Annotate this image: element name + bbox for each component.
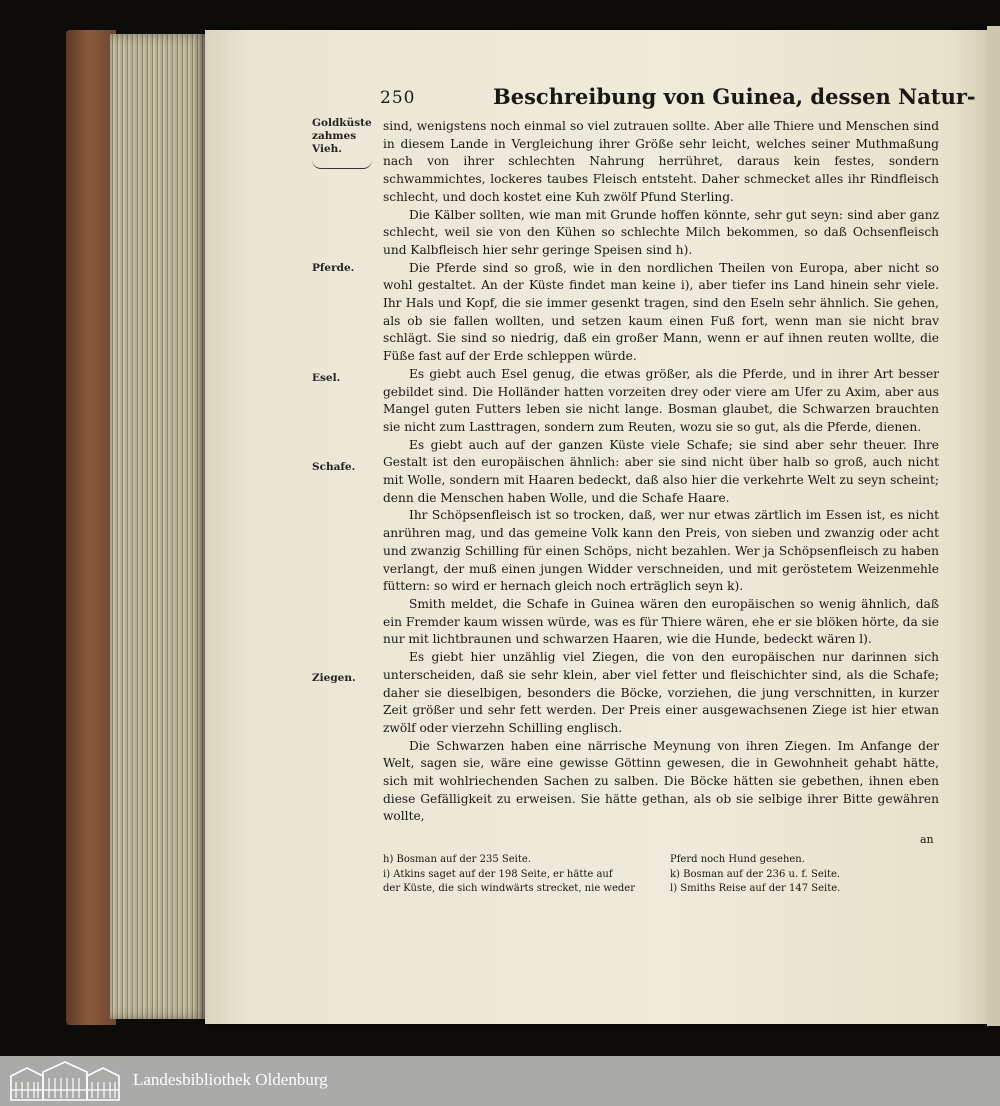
- footnote-line: h) Bosman auf der 235 Seite.: [383, 854, 531, 865]
- page-edges: [110, 34, 208, 1019]
- body-paragraph: sind, wenigstens noch einmal so viel zutrauen sollte. Aber alle Thiere und Menschen sind in diesem Lande in Vergleichung ihrer Größe sehr leicht, welches seiner Muthmaßung nach von ihrer schlechten Nahrung herrühret, daraus kein festes, sondern schwammichtes, lockeres taubes Fleisch entsteht. Daher schmecket alles ihr Rindfleisch schlecht, und doch kostet eine Kuh zwölf Pfund Sterling.: [383, 119, 939, 204]
- body-paragraph: Es giebt auch Esel genug, die etwas größer, als die Pferde, und in ihrer Art besser gebildet sind. Die Holländer hatten vorzeiten drey oder viere am Ufer zu Axim, aber aus Mangel guten Futters leben sie nicht lange. Bosman glaubet, die Schwarzen brauchten sie nicht zum Lasttragen, sondern zum Reuten, wozu sie so gut, als die Pferde, dienen.: [383, 366, 939, 434]
- footnote-line: der Küste, die sich windwärts strecket, nie weder: [383, 883, 635, 894]
- footnote-line: Pferd noch Hund gesehen.: [670, 854, 805, 865]
- footnote-line: i) Atkins saget auf der 198 Seite, er hätte auf: [383, 868, 613, 880]
- page-number: 250: [380, 88, 416, 108]
- body-paragraph: Die Pferde sind so groß, wie in den nordlichen Theilen von Europa, aber nicht so wohl gestaltet. An der Küste findet man keine i), aber tiefer ins Land hinein sehr viele. Ihr Hals und Kopf, die sie immer gesenkt tragen, sind den Eseln sehr ähnlich. Sie gehen, als ob sie fallen wollten, und setzen kaum einen Fuß fort, wenn man sie nicht brav schlägt. Sie sind so niedrig, daß ein großer Mann, wenn er auf ihnen reuten wollte, die Füße fast auf der Erde schleppen würde.: [383, 260, 939, 364]
- running-title: Beschreibung von Guinea, dessen Natur-: [493, 84, 976, 109]
- facing-page-edge: [987, 26, 1000, 1026]
- body-paragraph: Es giebt auch auf der ganzen Küste viele Schafe; sie sind aber sehr theuer. Ihre Gestalt ist den europäischen ähnlich: aber sie sind nicht über halb so groß, auch nicht mit Wolle, sondern mit Haaren bedeckt, daß also hier die verkehrte Welt zu seyn scheint; denn die Menschen haben Wolle, und die Schafe Haare.: [383, 437, 939, 505]
- book-cover-edge: [66, 30, 116, 1025]
- body-paragraph: Die Kälber sollten, wie man mit Grunde hoffen könnte, sehr gut seyn: sind aber ganz schlecht, weil sie von den Kühen so schlechte Milch bekommen, so daß Ochsenfleisch und Kalbfleisch hier sehr geringe Speisen sind h).: [383, 207, 939, 257]
- footnotes-right: [670, 853, 920, 897]
- margin-note: Goldküste zahmes Vieh.: [312, 117, 372, 155]
- body-paragraph: Die Schwarzen haben eine närrische Meynung von ihren Ziegen. Im Anfange der Welt, sagen sie, wäre eine gewisse Göttinn gewesen, die in Gewohnheit gehabt hätte, sich mit wohlriechenden Sachen zu salben. Die Böcke hätten sie gebethen, ihnen eben diese Gefälligkeit zu erweisen. Sie hätte gethan, als ob sie selbige ihrer Bitte gewähren wollte,: [383, 738, 939, 824]
- margin-note: Pferde.: [312, 262, 355, 274]
- body-paragraph: Smith meldet, die Schafe in Guinea wären den europäischen so wenig ähnlich, daß ein Fremder kaum wissen würde, was es für Thiere wären, ehe er sie blöken hörte, da sie nur mit lichtbraunen und schwarzen Haaren, wie die Hunde, bedeckt wären l).: [383, 596, 939, 647]
- margin-note: Ziegen.: [312, 672, 356, 684]
- footnote-line: l) Smiths Reise auf der 147 Seite.: [670, 883, 841, 894]
- footnote-line: k) Bosman auf der 236 u. f. Seite.: [670, 868, 841, 880]
- margin-note: Schafe.: [312, 461, 356, 473]
- margin-note: Esel.: [312, 372, 341, 384]
- library-footer: [0, 1056, 1000, 1106]
- library-name: Landesbibliothek Oldenburg: [133, 1070, 328, 1089]
- body-paragraph: Es giebt hier unzählig viel Ziegen, die von den europäischen nur darinnen sich unterscheiden, daß sie sehr klein, aber viel fetter und fleischichter sind, als die Schafe; daher sie dieselbigen, besonders die Böcke, vorziehen, die jung verschnitten, in kurzer Zeit größer und sehr fett werden. Der Preis einer ausgewachsenen Ziege ist hier etwan zwölf oder vierzehn Schilling englisch.: [383, 650, 939, 735]
- body-paragraph: Ihr Schöpsenfleisch ist so trocken, daß, wer nur etwas zärtlich im Essen ist, es nicht anrühren mag, und das gemeine Volk kann den Preis, von sieben und zwanzig oder acht und zwanzig Schilling für einen Schöps, nicht bezahlen. Wer ja Schöpsenfleisch zu haben verlangt, der muß einen jungen Widder verschneiden, und mit geröstetem Weizenmehle füttern: so wird er hernach gleich noch erträglich seyn k).: [383, 508, 939, 594]
- body-text: [383, 118, 939, 826]
- library-building-logo: [7, 1060, 123, 1102]
- footnotes-left: [383, 853, 663, 897]
- margin-brace: [312, 160, 372, 169]
- catchword: an: [920, 833, 934, 846]
